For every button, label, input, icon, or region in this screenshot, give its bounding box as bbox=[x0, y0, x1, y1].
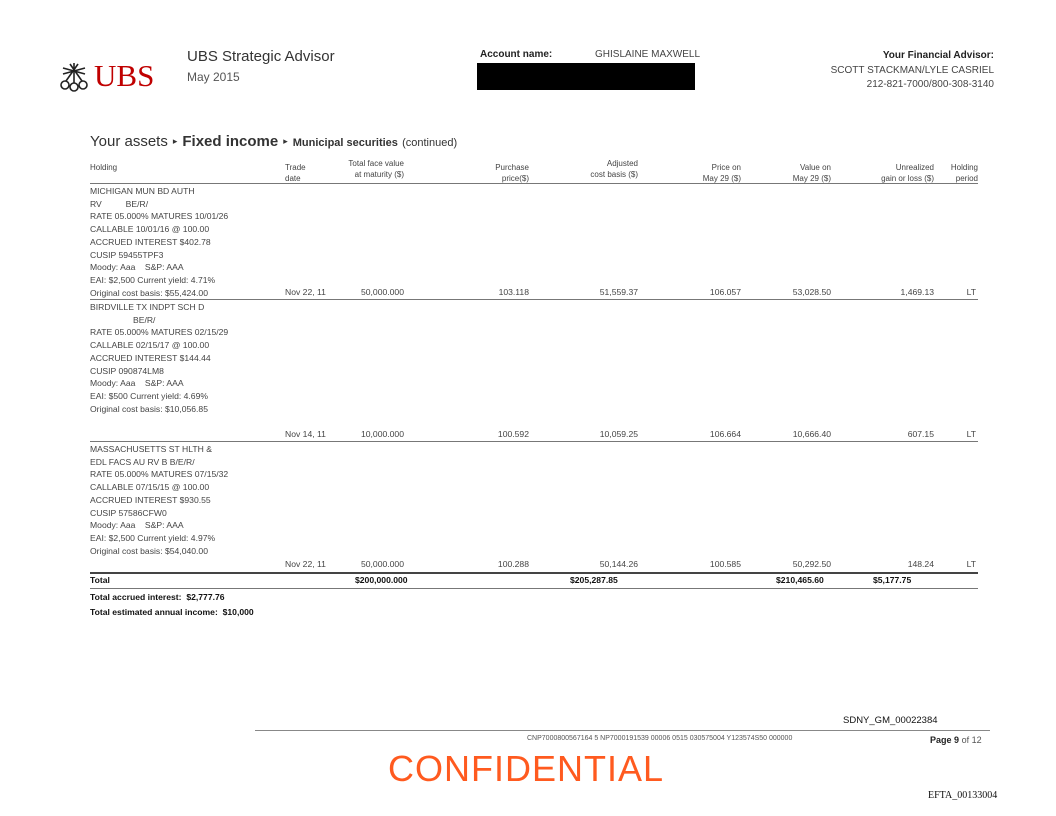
trade-date: Nov 22, 11 bbox=[285, 287, 326, 297]
total-adjusted-cost: $205,287.85 bbox=[570, 575, 618, 585]
col-header-price-on: Price on May 29 ($) bbox=[702, 163, 741, 183]
ubs-logo-text: UBS bbox=[94, 58, 155, 93]
breadcrumb-separator-icon: ▸ bbox=[283, 136, 288, 146]
page-indicator: Page 9 of 12 bbox=[930, 735, 982, 745]
total-value-on: $210,465.60 bbox=[776, 575, 824, 585]
col-header-face-value: Total face value at maturity ($) bbox=[348, 159, 404, 179]
total-rule bbox=[90, 572, 978, 574]
advisor-names: SCOTT STACKMAN/LYLE CASRIEL bbox=[830, 65, 994, 76]
col-header-trade-date: Trade date bbox=[285, 163, 306, 183]
face-value: 10,000.000 bbox=[360, 429, 404, 439]
breadcrumb bbox=[90, 133, 457, 150]
value-on: 10,666.40 bbox=[792, 429, 831, 439]
total-accrued-interest: Total accrued interest: $2,777.76 bbox=[90, 592, 225, 602]
col-header-adjusted-cost: Adjusted cost basis ($) bbox=[590, 159, 638, 179]
unrealized: 607.15 bbox=[907, 429, 934, 439]
trade-date: Nov 22, 11 bbox=[285, 559, 326, 569]
col-header-value-on: Value on May 29 ($) bbox=[792, 163, 831, 183]
col-header-purchase-price: Purchase price($) bbox=[495, 163, 529, 183]
row-rule bbox=[90, 441, 978, 442]
row-rule bbox=[90, 299, 978, 300]
adjusted-cost: 50,144.26 bbox=[599, 559, 638, 569]
unrealized: 1,469.13 bbox=[900, 287, 934, 297]
total-bottom-rule bbox=[90, 588, 978, 589]
unrealized: 148.24 bbox=[907, 559, 934, 569]
footer-rule bbox=[255, 730, 990, 731]
confidential-stamp: CONFIDENTIAL bbox=[388, 748, 665, 789]
face-value: 50,000.000 bbox=[360, 287, 404, 297]
adjusted-cost: 51,559.37 bbox=[599, 287, 638, 297]
breadcrumb-your-assets: Your assets bbox=[90, 133, 168, 150]
purchase-price: 103.118 bbox=[498, 287, 529, 297]
holding-description: MASSACHUSETTS ST HLTH & EDL FACS AU RV B B/E/R/ RATE 05.000% MATURES 07/15/32 CALLABLE 07/15/15 @ 100.00 ACCRUED INTEREST $930.55 CUSIP 57586CFW0 Moody: Aaa S&P: AAA EAI: $2,500 Current yield: 4.97% Original cost basis: $54,040.00 bbox=[90, 444, 229, 556]
total-estimated-income: Total estimated annual income: $10,000 bbox=[90, 607, 254, 617]
breadcrumb-separator-icon: ▸ bbox=[172, 136, 178, 146]
ubs-keys-icon bbox=[58, 60, 90, 94]
purchase-price: 100.592 bbox=[497, 429, 529, 439]
value-on: 50,292.50 bbox=[792, 559, 831, 569]
ubs-logo bbox=[58, 60, 158, 94]
holding-description: MICHIGAN MUN BD AUTH RV BE/R/ RATE 05.000% MATURES 10/01/26 CALLABLE 10/01/16 @ 100.00 ACCRUED INTEREST $402.78 CUSIP 59455TPF3 Moody: Aaa S&P: AAA EAI: $2,500 Current yield: 4.71% Original cost basis: $55,424.00 bbox=[90, 186, 229, 298]
advisor-phone: 212-821-7000/800-308-3140 bbox=[866, 79, 994, 90]
efta-number: EFTA_00133004 bbox=[928, 790, 998, 801]
purchase-price: 100.288 bbox=[497, 559, 529, 569]
bates-number: SDNY_GM_00022384 bbox=[843, 715, 938, 726]
statement-period: May 2015 bbox=[187, 70, 240, 84]
product-name: UBS Strategic Advisor bbox=[187, 48, 335, 65]
total-label: Total bbox=[90, 575, 110, 585]
account-name-label: Account name: bbox=[480, 49, 553, 60]
total-face-value: $200,000.000 bbox=[355, 575, 408, 585]
breadcrumb-municipal-securities: Municipal securities bbox=[292, 137, 398, 149]
holding-period: LT bbox=[966, 429, 976, 439]
adjusted-cost: 10,059.25 bbox=[599, 429, 638, 439]
price-on: 100.585 bbox=[709, 559, 741, 569]
holding-description: BIRDVILLE TX INDPT SCH D BE/R/ RATE 05.000% MATURES 02/15/29 CALLABLE 02/15/17 @ 100.00 ACCRUED INTEREST $144.44 CUSIP 090874LM8 Moody: Aaa S&P: AAA EAI: $500 Current yield: 4.69% Original cost basis: $10,056.85 bbox=[90, 302, 229, 414]
col-header-unrealized: Unrealized gain or loss ($) bbox=[881, 163, 934, 183]
col-header-holding-period: Holding period bbox=[950, 163, 978, 183]
breadcrumb-fixed-income: Fixed income bbox=[182, 133, 279, 150]
advisor-title: Your Financial Advisor: bbox=[882, 50, 994, 61]
col-header-holding: Holding bbox=[90, 163, 118, 172]
statement-code: CNP7000800567164 5 NP7000191539 00006 0515 030575004 Y123574S50 000000 bbox=[527, 735, 793, 742]
redaction-box bbox=[477, 63, 695, 90]
value-on: 53,028.50 bbox=[792, 287, 831, 297]
holding-period: LT bbox=[966, 287, 976, 297]
header-rule bbox=[90, 183, 978, 184]
price-on: 106.057 bbox=[709, 287, 741, 297]
trade-date: Nov 14, 11 bbox=[285, 429, 326, 439]
breadcrumb-continued: (continued) bbox=[402, 137, 458, 149]
price-on: 106.664 bbox=[709, 429, 741, 439]
face-value: 50,000.000 bbox=[360, 559, 404, 569]
account-name: GHISLAINE MAXWELL bbox=[595, 49, 701, 60]
total-unrealized: $5,177.75 bbox=[873, 575, 912, 585]
holding-period: LT bbox=[966, 559, 976, 569]
